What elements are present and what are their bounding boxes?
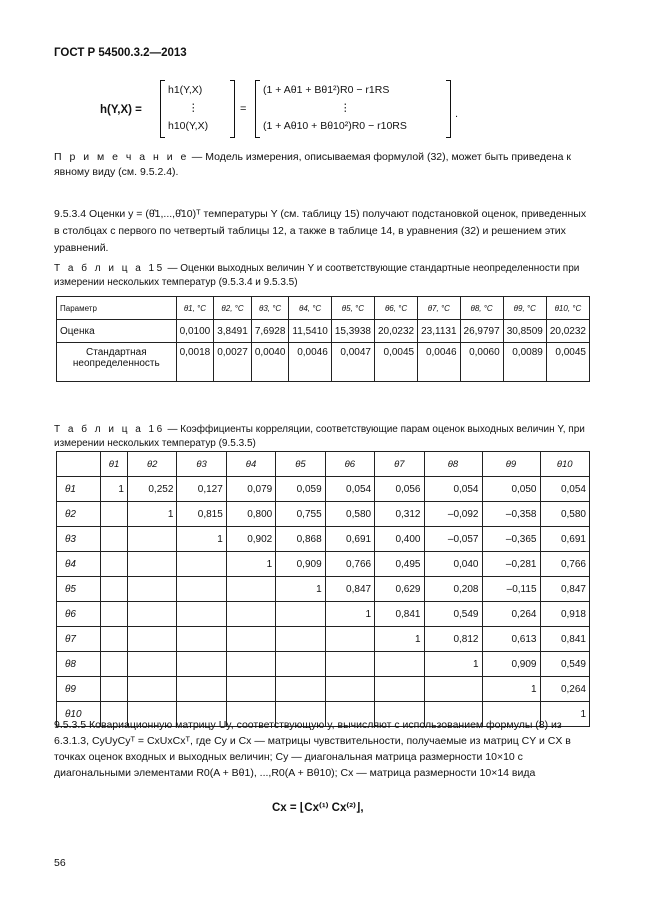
table-cell: [375, 677, 424, 702]
table-cell: 0,0045: [374, 343, 417, 382]
paragraph-9-5-3-5: 9.5.3.5 Ковариационную матрицу Uy, соответствующую y, вычисляют с использованием формулы (8) из 6.3.1.3, CyUyCyᵀ = CxUxCxᵀ, где Cy и Cx — матрицы чувствительности, получаемые из матриц CY и CX в точках оценок входных и выходных величин; Cy — диагональная матрица размерности 10×10 с диагональными элементами R0(A + Bθ1), ...,R0(A + Bθ10); Cx — матрица размерности 10×14 вида: [54, 719, 571, 779]
table15-header-row: [57, 297, 590, 320]
table16-row-header: θ3: [57, 527, 101, 552]
table15-header: θ1, °C: [176, 297, 214, 320]
table15-caption-text: — Оценки выходных величин Y и соответствующие стандартные неопределенности при измерении нескольких температур (9.5.3.4 и 9.5.3.5): [54, 263, 580, 288]
table-cell: 0,0027: [214, 343, 252, 382]
table-cell: 0,264: [482, 602, 540, 627]
table-cell: 0,079: [226, 477, 275, 502]
table15-header: θ2, °C: [214, 297, 252, 320]
table16-header: θ10: [540, 452, 590, 477]
matrix-formula: [100, 80, 480, 140]
table-cell: Стандартная неопределенность: [57, 343, 177, 382]
table16-caption: [54, 423, 594, 451]
table-cell: 0,0046: [418, 343, 460, 382]
table-cell: [101, 577, 128, 602]
table-cell: 0,812: [424, 627, 482, 652]
table-cell: 0,0089: [503, 343, 546, 382]
table-cell: [226, 677, 275, 702]
paragraph-9-5-3-4: 9.5.3.4 Оценки y = (θ̂1,...,θ̂10)ᵀ температуры Y (см. таблицу 15) получают подстановкой оценок, приведенных в столбцах с первого по четвертый таблицы 12, а также в таблице 14, в уравнения (32) и решением этих уравнений.: [54, 208, 587, 254]
note: [54, 150, 594, 180]
table-cell: [375, 652, 424, 677]
table-cell: 0,050: [482, 477, 540, 502]
table-cell: 0,208: [424, 577, 482, 602]
table15-label: Т а б л и ц а 15: [54, 263, 165, 274]
table-cell: [177, 552, 226, 577]
table16-row-header: θ10: [57, 702, 101, 727]
formula-lhs: h(Y,X) =: [100, 104, 142, 116]
table15-caption: [54, 262, 594, 290]
table-cell: 20,0232: [374, 320, 417, 343]
table-cell: 0,127: [177, 477, 226, 502]
table-row: [57, 552, 590, 577]
table-cell: 3,8491: [214, 320, 252, 343]
table-cell: 0,0100: [176, 320, 214, 343]
table-cell: –0,281: [482, 552, 540, 577]
table-cell: 1: [276, 577, 325, 602]
table-cell: [325, 627, 374, 652]
table-cell: 0,495: [375, 552, 424, 577]
formula-cx: Cx = ⌊Cx⁽¹⁾ Cx⁽²⁾⌋,: [272, 802, 364, 814]
table-cell: –0,115: [482, 577, 540, 602]
table-cell: [177, 602, 226, 627]
table-cell: 0,909: [276, 552, 325, 577]
table16-row-header: θ7: [57, 627, 101, 652]
table-cell: [101, 627, 128, 652]
table-cell: [101, 602, 128, 627]
table-cell: [127, 552, 176, 577]
table-cell: –0,365: [482, 527, 540, 552]
note-label: П р и м е ч а н и е: [54, 151, 189, 163]
table15-row-estimate: [57, 320, 590, 343]
table15-row-uncertainty: [57, 343, 590, 382]
table15-header: Параметр: [57, 297, 177, 320]
table-cell: 20,0232: [546, 320, 589, 343]
table-cell: [177, 677, 226, 702]
table16-header-row: [57, 452, 590, 477]
table-cell: 0,755: [276, 502, 325, 527]
table-cell: [127, 627, 176, 652]
table-cell: 0,847: [325, 577, 374, 602]
table15-header: θ3, °C: [251, 297, 289, 320]
matrix1-row2: ⋮: [188, 102, 199, 114]
table-cell: 26,9797: [460, 320, 503, 343]
table16-row-header: θ8: [57, 652, 101, 677]
bracket-left-1: [160, 80, 165, 138]
table-row: [57, 652, 590, 677]
table-cell: Оценка: [57, 320, 177, 343]
table16-header: θ1: [101, 452, 128, 477]
table16-header: θ8: [424, 452, 482, 477]
table15-header: θ5, °C: [331, 297, 374, 320]
table-cell: [127, 602, 176, 627]
table16-row-header: θ9: [57, 677, 101, 702]
table-cell: 0,580: [325, 502, 374, 527]
table-cell: 0,841: [540, 627, 590, 652]
table-cell: 23,1131: [418, 320, 460, 343]
table-cell: 0,766: [325, 552, 374, 577]
table-cell: [276, 627, 325, 652]
table-cell: 1: [540, 702, 590, 727]
table15-header: θ9, °C: [503, 297, 546, 320]
table-cell: [101, 527, 128, 552]
table-cell: 0,054: [424, 477, 482, 502]
table-cell: 0,059: [276, 477, 325, 502]
table15-header: θ6, °C: [374, 297, 417, 320]
table-cell: 1: [226, 552, 275, 577]
formula-end: .: [455, 108, 459, 120]
table-row: [57, 627, 590, 652]
table16-caption-text: — Коэффициенты корреляции, соответствующие парам оценок выходных величин Y, при измерении нескольких температур (9.5.3.5): [54, 424, 585, 449]
table-cell: [127, 652, 176, 677]
table16-label: Т а б л и ц а 16: [54, 424, 165, 435]
table-cell: 0,312: [375, 502, 424, 527]
table-cell: 0,0018: [176, 343, 214, 382]
table-cell: 0,580: [540, 502, 590, 527]
table-cell: 0,909: [482, 652, 540, 677]
table-cell: 0,691: [325, 527, 374, 552]
table-row: [57, 577, 590, 602]
table15-header: θ10, °C: [546, 297, 589, 320]
note-text: — Модель измерения, описываемая формулой (32), может быть приведена к явному виду (см. 9.5.2.4).: [54, 151, 571, 178]
table16-row-header: θ6: [57, 602, 101, 627]
table-cell: 1: [424, 652, 482, 677]
matrix1-row1: h1(Y,X): [168, 84, 203, 96]
table-cell: 0,040: [424, 552, 482, 577]
table-cell: 1: [375, 627, 424, 652]
table-cell: [127, 577, 176, 602]
table16-header: θ5: [276, 452, 325, 477]
table-cell: 0,691: [540, 527, 590, 552]
matrix2-row3: (1 + Aθ10 + Bθ10²)R0 − r10RS: [263, 120, 407, 132]
table-cell: 0,0060: [460, 343, 503, 382]
table-cell: 1: [101, 477, 128, 502]
table-cell: 0,400: [375, 527, 424, 552]
table-cell: [226, 577, 275, 602]
table-cell: 0,0047: [331, 343, 374, 382]
table-cell: 0,902: [226, 527, 275, 552]
matrix1-row3: h10(Y,X): [168, 120, 209, 132]
table-cell: 0,841: [375, 602, 424, 627]
table-row: [57, 527, 590, 552]
table-row: [57, 602, 590, 627]
table-cell: 1: [325, 602, 374, 627]
table-cell: –0,358: [482, 502, 540, 527]
table-cell: 1: [177, 527, 226, 552]
table-cell: [177, 577, 226, 602]
table-cell: 0,0045: [546, 343, 589, 382]
table-cell: [101, 652, 128, 677]
table-cell: 15,3938: [331, 320, 374, 343]
table-cell: 0,800: [226, 502, 275, 527]
table-cell: [177, 652, 226, 677]
page-number: 56: [54, 857, 66, 869]
table-cell: 1: [127, 502, 176, 527]
table-cell: 0,054: [325, 477, 374, 502]
table16-header: θ9: [482, 452, 540, 477]
table-cell: [325, 652, 374, 677]
table-cell: [177, 627, 226, 652]
table16-row-header: θ4: [57, 552, 101, 577]
table-cell: [424, 677, 482, 702]
table-cell: 0,847: [540, 577, 590, 602]
table15-header: θ8, °C: [460, 297, 503, 320]
table-cell: 0,918: [540, 602, 590, 627]
matrix2-row1: (1 + Aθ1 + Bθ1²)R0 − r1RS: [263, 84, 390, 96]
table-cell: [226, 627, 275, 652]
table-cell: [226, 652, 275, 677]
table-cell: [325, 677, 374, 702]
table16-row-header: θ5: [57, 577, 101, 602]
table-cell: 0,549: [424, 602, 482, 627]
table16-header: θ7: [375, 452, 424, 477]
table-cell: 0,815: [177, 502, 226, 527]
table-cell: 7,6928: [251, 320, 289, 343]
table-cell: 0,0046: [289, 343, 331, 382]
table-row: [57, 677, 590, 702]
bracket-left-2: [255, 80, 260, 138]
table15-header: θ7, °C: [418, 297, 460, 320]
document-header: ГОСТ Р 54500.3.2—2013: [54, 47, 187, 59]
table-row: [57, 502, 590, 527]
table16-header: θ6: [325, 452, 374, 477]
table15-header: θ4, °C: [289, 297, 331, 320]
bracket-right-2: [446, 80, 451, 138]
table-cell: 1: [482, 677, 540, 702]
matrix2-row2: ⋮: [340, 102, 351, 114]
table16-header: [57, 452, 101, 477]
table-cell: –0,092: [424, 502, 482, 527]
table-cell: –0,057: [424, 527, 482, 552]
table-cell: [127, 677, 176, 702]
table-cell: 0,868: [276, 527, 325, 552]
table-cell: 0,252: [127, 477, 176, 502]
table-cell: 0,0040: [251, 343, 289, 382]
table-cell: [127, 527, 176, 552]
formula-equals: =: [240, 103, 247, 115]
table16-header: θ4: [226, 452, 275, 477]
table-cell: 0,766: [540, 552, 590, 577]
table-cell: [276, 677, 325, 702]
table-cell: 0,549: [540, 652, 590, 677]
table-cell: 0,054: [540, 477, 590, 502]
table-cell: 0,056: [375, 477, 424, 502]
table-cell: [101, 502, 128, 527]
table-row: [57, 477, 590, 502]
table-cell: 0,264: [540, 677, 590, 702]
table16-header: θ2: [127, 452, 176, 477]
table-cell: [276, 652, 325, 677]
table-cell: 30,8509: [503, 320, 546, 343]
table16-header: θ3: [177, 452, 226, 477]
table-16: [56, 451, 590, 727]
bracket-right-1: [230, 80, 235, 138]
table16-row-header: θ1: [57, 477, 101, 502]
table-cell: [101, 677, 128, 702]
table-15: [56, 296, 590, 382]
table-cell: [226, 602, 275, 627]
table-cell: [101, 552, 128, 577]
table-cell: 11,5410: [289, 320, 331, 343]
table-cell: [276, 602, 325, 627]
table16-row-header: θ2: [57, 502, 101, 527]
table-cell: 0,629: [375, 577, 424, 602]
table-cell: 0,613: [482, 627, 540, 652]
